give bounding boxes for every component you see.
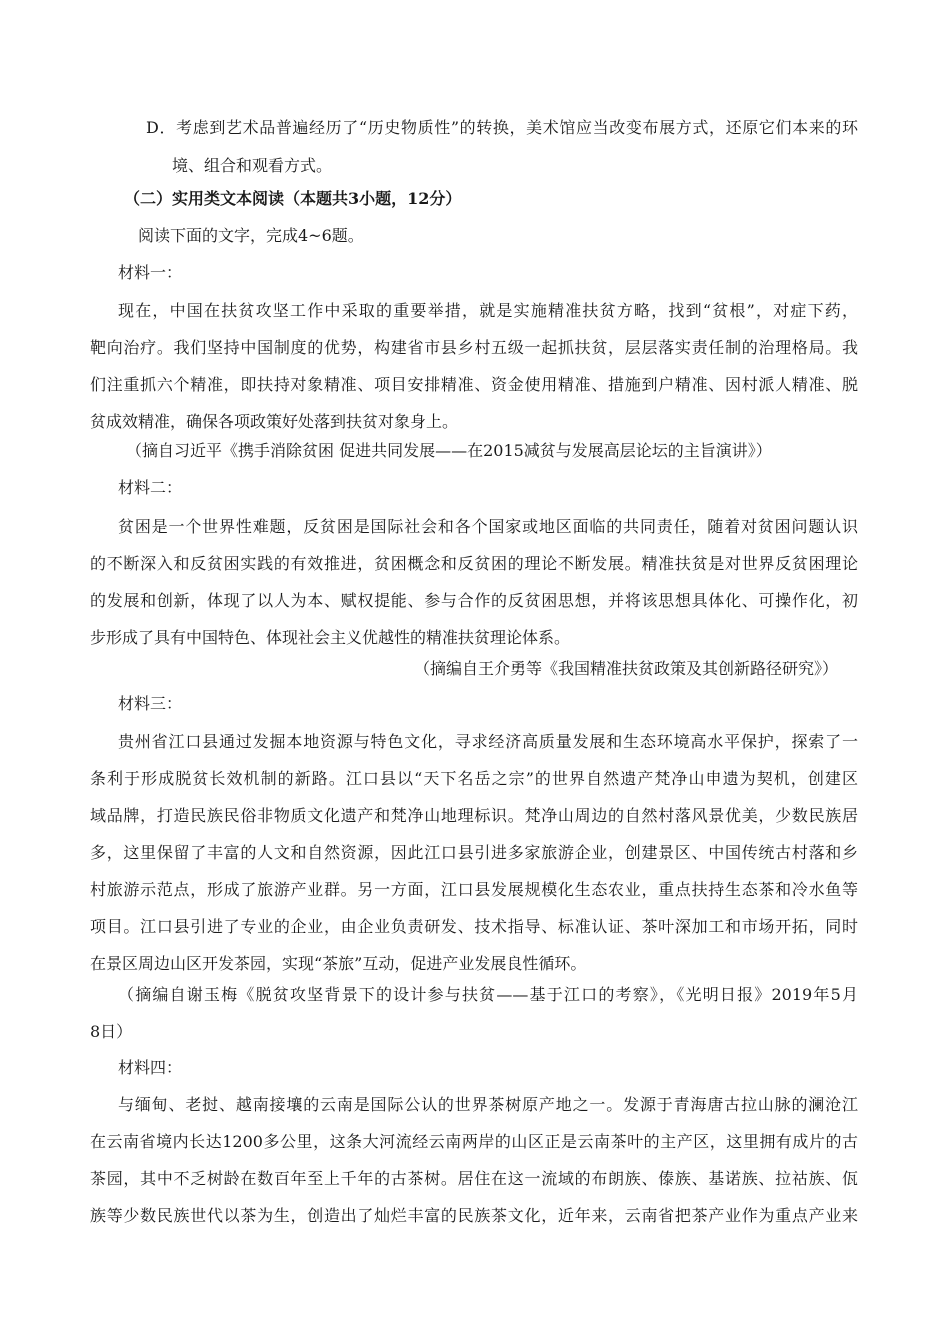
material-3-line: 多，这里保留了丰富的人文和自然资源，因此江口县引进多家旅游企业，创建景区、中国传统古村落和乡 [90,843,858,862]
material-1-line: 贫成效精准，确保各项政策好处落到扶贫对象身上。 [90,412,459,431]
material-1-line: 们注重抓六个精准，即扶持对象精准、项目安排精准、资金使用精准、措施到户精准、因村派人精准、脱 [90,375,858,394]
material-3-line: 在景区周边山区开发茶园，实现“茶旅”互动，促进产业发展良性循环。 [90,954,587,973]
material-3-line: 贵州省江口县通过发掘本地资源与特色文化，寻求经济高质量发展和生态环境高水平保护，探索了一 [118,732,858,751]
material-3-line: 条利于形成脱贫长效机制的新路。江口县以“天下名岳之宗”的世界自然遗产梵净山申遗为契机，创建区 [90,769,858,788]
material-4-line: 在云南省境内长达1200多公里，这条大河流经云南两岸的山区正是云南茶叶的主产区，这里拥有成片的古 [90,1132,858,1151]
material-3-label: 材料三： [118,694,183,713]
material-2-line: 的不断深入和反贫困实践的有效推进，贫困概念和反贫困的理论不断发展。精准扶贫是对世界反贫困理论 [90,554,858,573]
option-d-line-1: D．考虑到艺术品普遍经历了“历史物质性”的转换，美术馆应当改变布展方式，还原它们本来的环 [146,118,858,137]
material-3-source-continued: 8日） [90,1022,133,1041]
material-3-line: 项目。江口县引进了专业的企业，由企业负责研发、技术指导、标准认证、茶叶深加工和市场开拓，同时 [90,917,858,936]
material-1-line: 靶向治疗。我们坚持中国制度的优势，构建省市县乡村五级一起抓扶贫，层层落实责任制的治理格局。我 [90,338,858,357]
material-3-line: 域品牌，打造民族民俗非物质文化遗产和梵净山地理标识。梵净山周边的自然村落风景优美，少数民族居 [90,806,858,825]
material-2-line: 步形成了具有中国特色、体现社会主义优越性的精准扶贫理论体系。 [90,628,571,647]
material-2-line: 贫困是一个世界性难题，反贫困是国际社会和各个国家或地区面临的共同责任，随着对贫困问题认识 [118,517,858,536]
material-1-label: 材料一： [118,263,183,282]
material-4-line: 与缅甸、老挝、越南接壤的云南是国际公认的世界茶树原产地之一。发源于青海唐古拉山脉的澜沧江 [118,1095,858,1114]
material-1-source: （摘自习近平《携手消除贫困 促进共同发展——在2015减贫与发展高层论坛的主旨演讲》） [126,441,772,460]
section-heading: （二）实用类文本阅读（本题共3小题，12分） [124,189,462,208]
material-3-line: 村旅游示范点，形成了旅游产业群。另一方面，江口县发展规模化生态农业，重点扶持生态茶和冷水鱼等 [90,880,858,899]
material-2-label: 材料二： [118,478,183,497]
material-4-line: 族等少数民族世代以茶为生，创造出了灿烂丰富的民族茶文化，近年来，云南省把茶产业作为重点产业来 [90,1206,858,1225]
option-d-line-2: 境、组合和观看方式。 [172,156,333,175]
section-instruction: 阅读下面的文字，完成4~6题。 [138,226,364,245]
material-4-label: 材料四： [118,1058,183,1077]
material-2-source: （摘编自王介勇等《我国精准扶贫政策及其创新路径研究》） [414,659,839,678]
material-1-line: 现在，中国在扶贫攻坚工作中采取的重要举措，就是实施精准扶贫方略，找到“贫根”，对症下药， [118,301,858,320]
material-2-line: 的发展和创新，体现了以人为本、赋权提能、参与合作的反贫困思想，并将该思想具体化、可操作化，初 [90,591,858,610]
material-4-line: 茶园，其中不乏树龄在数百年至上千年的古茶树。居住在这一流域的布朗族、傣族、基诺族、拉祜族、佤 [90,1169,858,1188]
material-3-source: （摘编自谢玉梅《脱贫攻坚背景下的设计参与扶贫——基于江口的考察》，《光明日报》2019年5月 [118,985,858,1004]
